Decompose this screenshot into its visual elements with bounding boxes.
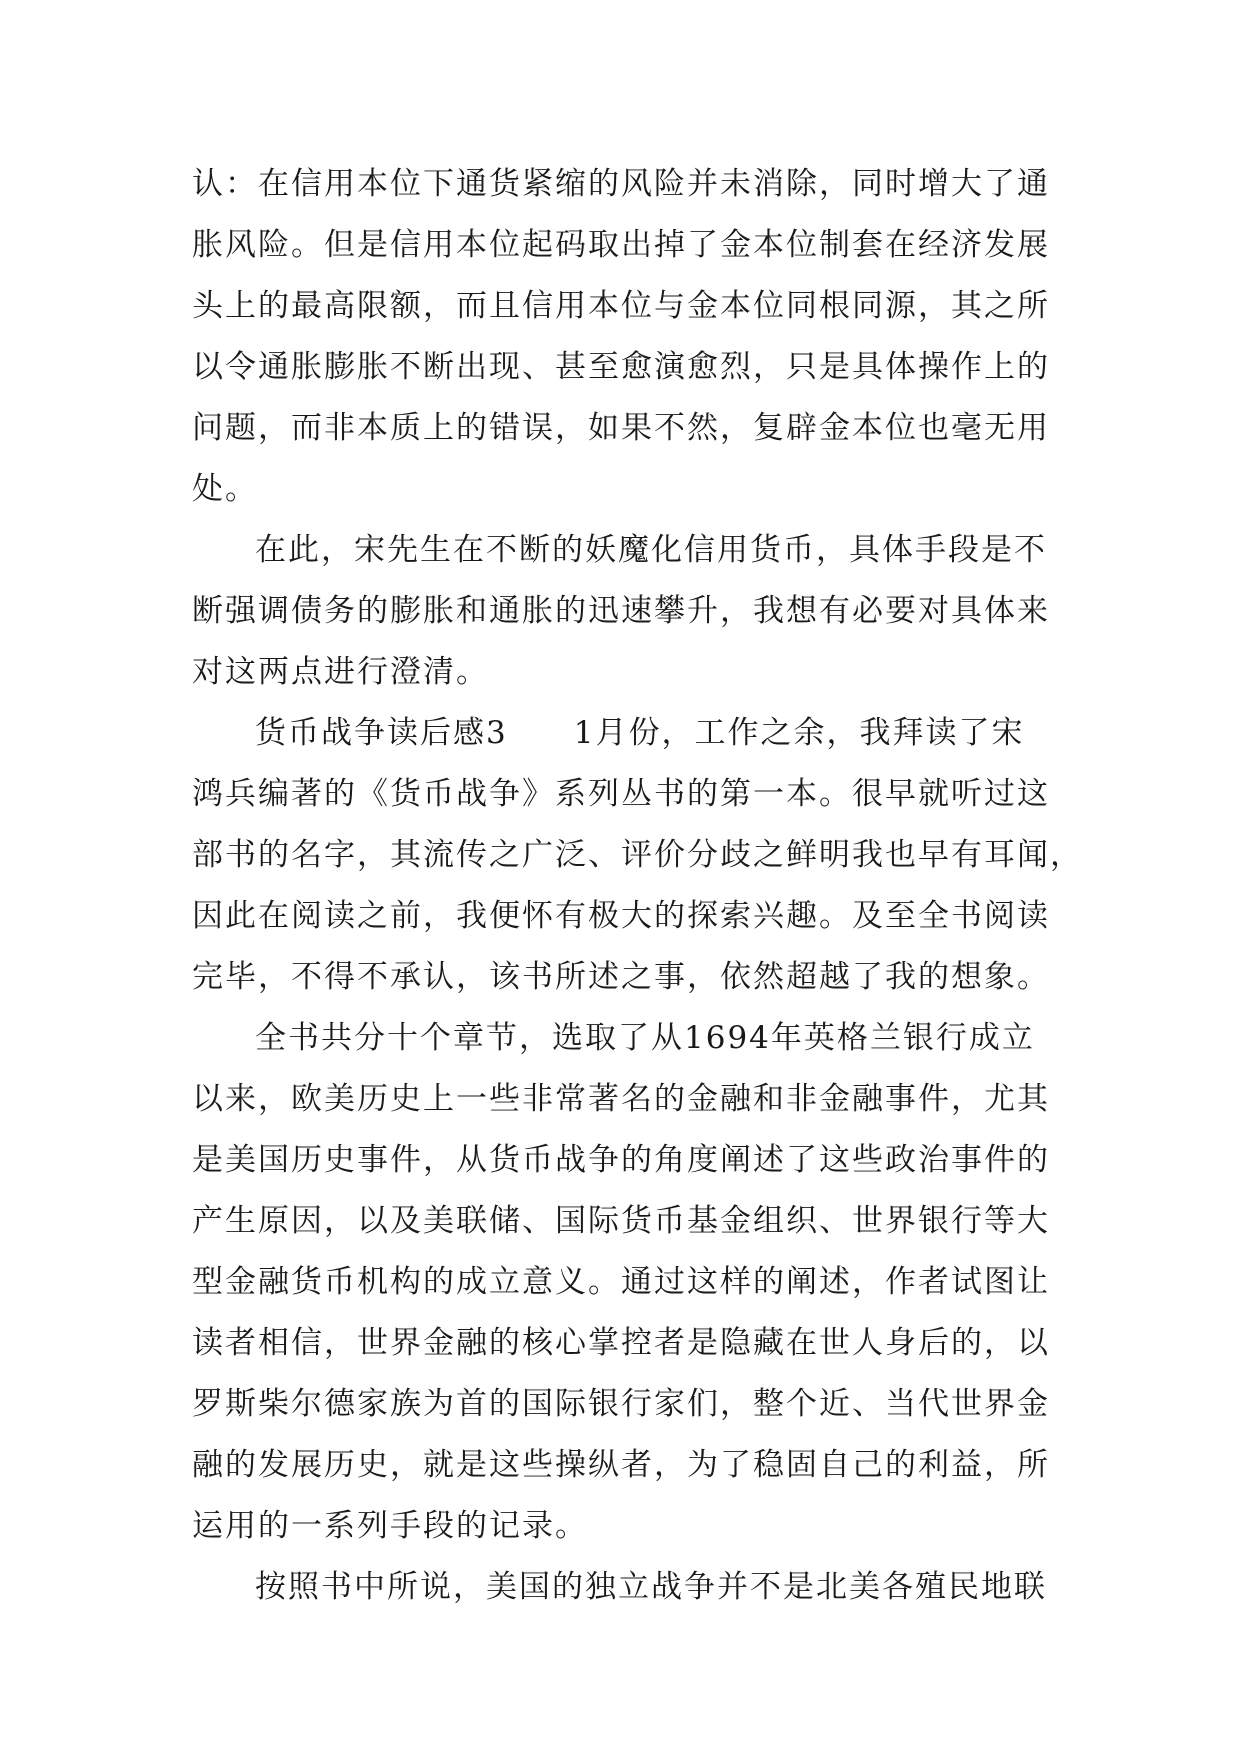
text-line: 融的发展历史，就是这些操纵者，为了稳固自己的利益，所 <box>192 1447 1050 1483</box>
text-line: 全书共分十个章节，选取了从1694年英格兰银行成立 <box>255 1020 1035 1056</box>
text-line: 因此在阅读之前，我便怀有极大的探索兴趣。及至全书阅读 <box>192 898 1050 934</box>
text-line: 运用的一系列手段的记录。 <box>192 1508 588 1544</box>
text-line: 型金融货币机构的成立意义。通过这样的阐述，作者试图让 <box>192 1264 1050 1300</box>
text-line: 认：在信用本位下通货紧缩的风险并未消除，同时增大了通 <box>192 166 1050 202</box>
text-line: 胀风险。但是信用本位起码取出掉了金本位制套在经济发展 <box>192 227 1050 263</box>
text-line: 以来，欧美历史上一些非常著名的金融和非金融事件，尤其 <box>192 1081 1050 1117</box>
text-line: 部书的名字，其流传之广泛、评价分歧之鲜明我也早有耳闻， <box>192 837 1083 873</box>
text-line: 对这两点进行澄清。 <box>192 654 489 690</box>
text-line: 断强调债务的膨胀和通胀的迅速攀升，我想有必要对具体来 <box>192 593 1050 629</box>
text-line: 头上的最高限额，而且信用本位与金本位同根同源，其之所 <box>192 288 1050 324</box>
text-line: 产生原因，以及美联储、国际货币基金组织、世界银行等大 <box>192 1203 1050 1239</box>
text-line: 完毕，不得不承认，该书所述之事，依然超越了我的想象。 <box>192 959 1050 995</box>
text-line: 处。 <box>192 471 258 507</box>
text-line: 鸿兵编著的《货币战争》系列丛书的第一本。很早就听过这 <box>192 776 1050 812</box>
text-line: 按照书中所说，美国的独立战争并不是北美各殖民地联 <box>255 1569 1047 1605</box>
text-line: 是美国历史事件，从货币战争的角度阐述了这些政治事件的 <box>192 1142 1050 1178</box>
text-line: 在此，宋先生在不断的妖魔化信用货币，具体手段是不 <box>255 532 1047 568</box>
text-line: 货币战争读后感3 1月份，工作之余，我拜读了宋 <box>255 715 1025 751</box>
text-line: 以令通胀膨胀不断出现、甚至愈演愈烈，只是具体操作上的 <box>192 349 1050 385</box>
text-line: 罗斯柴尔德家族为首的国际银行家们，整个近、当代世界金 <box>192 1386 1050 1422</box>
text-line: 问题，而非本质上的错误，如果不然，复辟金本位也毫无用 <box>192 410 1050 446</box>
text-line: 读者相信，世界金融的核心掌控者是隐藏在世人身后的，以 <box>192 1325 1050 1361</box>
